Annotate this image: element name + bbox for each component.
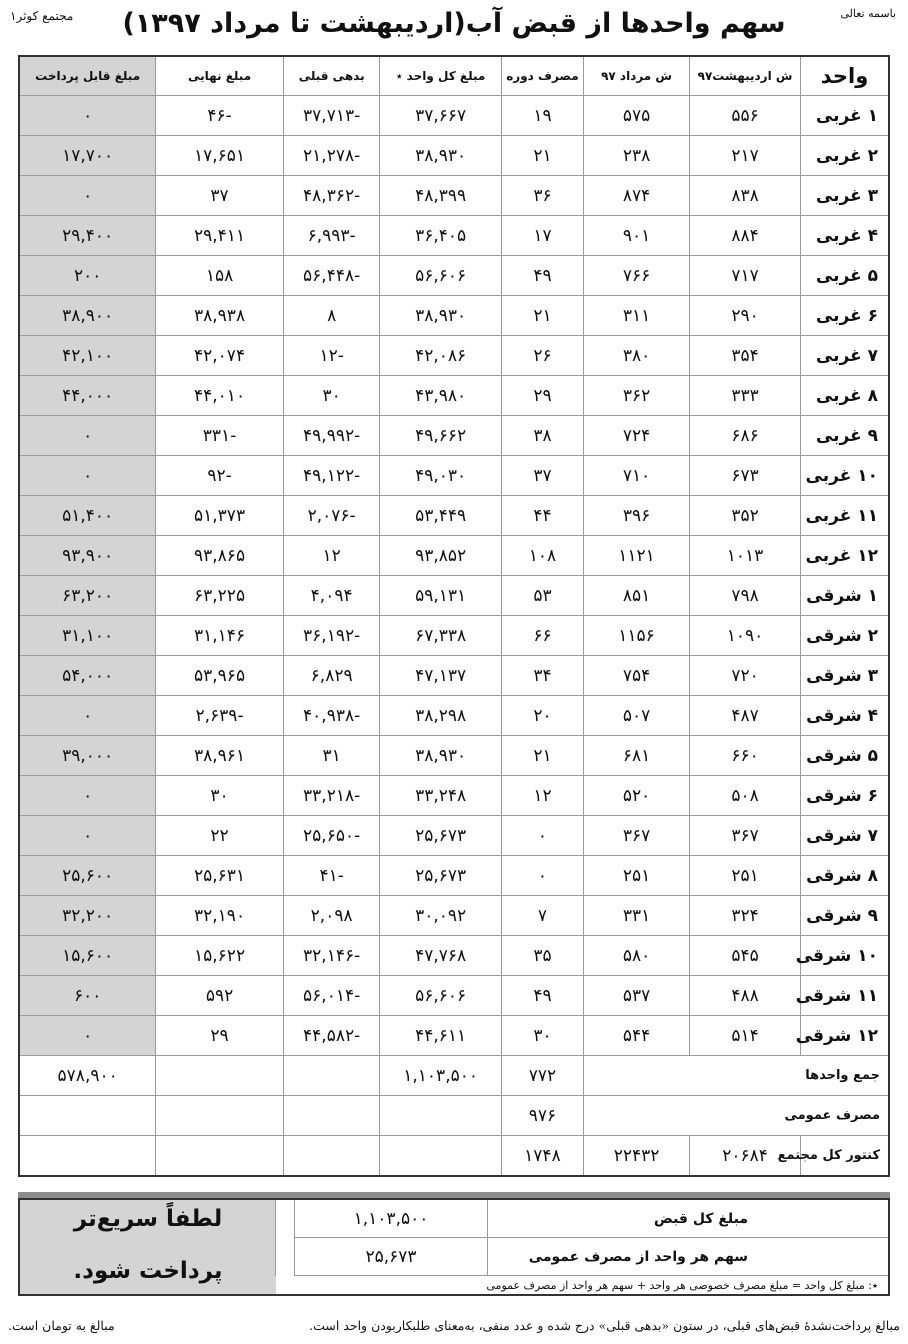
cell-start-reading: ۳۶۷ (690, 816, 801, 856)
cell-previous-debt: -۲۱,۲۷۸ (283, 136, 380, 176)
cell-unit-total: ۵۶,۶۰۶ (380, 256, 501, 296)
cell-start-reading: ۴۸۷ (690, 696, 801, 736)
summary-cell (283, 1056, 380, 1096)
cell-end-reading: ۲۳۸ (584, 136, 690, 176)
table-row (19, 816, 889, 856)
cell-payable: ۰ (19, 96, 156, 136)
cell-unit-total: ۴۴,۶۱۱ (380, 1016, 501, 1056)
cell-start-reading: ۶۸۶ (690, 416, 801, 456)
cell-start-reading: ۶۷۳ (690, 456, 801, 496)
cell-unit-total: ۴۸,۳۹۹ (380, 176, 501, 216)
cell-unit-total: ۴۹,۰۳۰ (380, 456, 501, 496)
cell-final-amount: ۱۵,۶۲۲ (156, 936, 284, 976)
cell-start-reading: ۶۶۰ (690, 736, 801, 776)
cell-previous-debt: ۴,۰۹۴ (283, 576, 380, 616)
cell-consumption: ۷ (501, 896, 583, 936)
table-row (19, 456, 889, 496)
cell-previous-debt: ۱۲ (283, 536, 380, 576)
cell-consumption: ۶۶ (501, 616, 583, 656)
cell-start-reading: ۴۸۸ (690, 976, 801, 1016)
cell-end-reading: ۷۵۴ (584, 656, 690, 696)
table-row (19, 856, 889, 896)
summary-cell: ۷۷۲ (501, 1056, 583, 1096)
cell-previous-debt: -۲,۰۷۶ (283, 496, 380, 536)
cell-final-amount: ۴۴,۰۱۰ (156, 376, 284, 416)
table-row (19, 256, 889, 296)
cell-unit-name: ۹ غربی (801, 416, 889, 456)
cell-previous-debt: -۴۰,۹۳۸ (283, 696, 380, 736)
cell-unit-name: ۱ شرقی (801, 576, 889, 616)
table-row (19, 976, 889, 1016)
summary-cell: ۹۷۶ (501, 1096, 583, 1136)
col-header-start-reading: ش اردیبهشت۹۷ (690, 56, 801, 96)
cell-previous-debt: -۴۸,۳۶۲ (283, 176, 380, 216)
cell-end-reading: ۹۰۱ (584, 216, 690, 256)
cell-payable: ۳۲,۲۰۰ (19, 896, 156, 936)
cell-payable: ۰ (19, 416, 156, 456)
cell-payable: ۰ (19, 696, 156, 736)
summary-cell (156, 1096, 284, 1136)
table-row (19, 336, 889, 376)
cell-previous-debt: -۱۲ (283, 336, 380, 376)
cell-unit-name: ۱۲ غربی (801, 536, 889, 576)
summary-cell: ۲۰۶۸۴ (690, 1136, 801, 1177)
cell-final-amount: ۳۲,۱۹۰ (156, 896, 284, 936)
cell-start-reading: ۲۹۰ (690, 296, 801, 336)
cell-unit-name: ۸ غربی (801, 376, 889, 416)
cell-previous-debt: -۶,۹۹۳ (283, 216, 380, 256)
table-row (19, 416, 889, 456)
col-header-unit: واحد (801, 56, 889, 96)
cell-final-amount: -۲,۶۳۹ (156, 696, 284, 736)
cell-payable: ۰ (19, 776, 156, 816)
cell-previous-debt: -۴۱ (283, 856, 380, 896)
cell-unit-name: ۱۱ شرقی (801, 976, 889, 1016)
cell-end-reading: ۳۸۰ (584, 336, 690, 376)
cell-end-reading: ۵۲۰ (584, 776, 690, 816)
cell-unit-total: ۵۳,۴۴۹ (380, 496, 501, 536)
cell-consumption: ۲۰ (501, 696, 583, 736)
cell-end-reading: ۱۱۵۶ (584, 616, 690, 656)
cell-unit-name: ۱۲ شرقی (801, 1016, 889, 1056)
cell-unit-name: ۴ غربی (801, 216, 889, 256)
summary-cell (156, 1136, 284, 1177)
table-row (19, 96, 889, 136)
cell-previous-debt: -۴۹,۹۹۲ (283, 416, 380, 456)
cell-unit-total: ۴۳,۹۸۰ (380, 376, 501, 416)
cell-final-amount: ۴۲,۰۷۴ (156, 336, 284, 376)
cell-end-reading: ۷۲۴ (584, 416, 690, 456)
cell-payable: ۴۴,۰۰۰ (19, 376, 156, 416)
cell-start-reading: ۲۵۱ (690, 856, 801, 896)
cell-final-amount: -۹۲ (156, 456, 284, 496)
cell-consumption: ۳۶ (501, 176, 583, 216)
invocation-label: باسمه تعالی (840, 7, 896, 20)
table-row (19, 736, 889, 776)
cell-consumption: ۱۰۸ (501, 536, 583, 576)
cell-unit-total: ۳۸,۲۹۸ (380, 696, 501, 736)
cell-previous-debt: ۶,۸۲۹ (283, 656, 380, 696)
cell-consumption: ۲۱ (501, 296, 583, 336)
cell-end-reading: ۵۷۵ (584, 96, 690, 136)
cell-consumption: ۳۸ (501, 416, 583, 456)
cell-unit-name: ۲ شرقی (801, 616, 889, 656)
col-header-unit-total: مبلغ کل واحد ٭ (380, 56, 501, 96)
cell-start-reading: ۳۵۴ (690, 336, 801, 376)
table-row (19, 136, 889, 176)
cell-consumption: ۱۷ (501, 216, 583, 256)
cell-end-reading: ۳۶۲ (584, 376, 690, 416)
cell-end-reading: ۷۱۰ (584, 456, 690, 496)
cell-previous-debt: -۳۶,۱۹۲ (283, 616, 380, 656)
cell-unit-total: ۳۳,۲۴۸ (380, 776, 501, 816)
cell-payable: ۲۰۰ (19, 256, 156, 296)
summary-row-units-total (19, 1056, 889, 1096)
cell-final-amount: ۲۵,۶۳۱ (156, 856, 284, 896)
cell-unit-name: ۸ شرقی (801, 856, 889, 896)
cell-unit-name: ۵ غربی (801, 256, 889, 296)
summary-cell (380, 1136, 501, 1177)
currency-footnote: مبالغ به تومان است. (8, 1318, 115, 1333)
cell-previous-debt: -۵۶,۴۴۸ (283, 256, 380, 296)
table-row (19, 176, 889, 216)
cell-final-amount: ۲۹,۴۱۱ (156, 216, 284, 256)
summary-row-public-use (19, 1096, 889, 1136)
cell-start-reading: ۸۸۴ (690, 216, 801, 256)
cell-final-amount: ۳۰ (156, 776, 284, 816)
cell-previous-debt: -۴۴,۵۸۲ (283, 1016, 380, 1056)
col-header-final-amount: مبلغ نهایی (156, 56, 284, 96)
cell-start-reading: ۱۰۱۳ (690, 536, 801, 576)
summary-cell (283, 1096, 380, 1136)
cell-final-amount: ۵۳,۹۶۵ (156, 656, 284, 696)
cell-final-amount: ۲۲ (156, 816, 284, 856)
cell-consumption: ۳۰ (501, 1016, 583, 1056)
table-row (19, 536, 889, 576)
cell-unit-total: ۵۹,۱۳۱ (380, 576, 501, 616)
cell-unit-total: ۳۷,۶۶۷ (380, 96, 501, 136)
cell-final-amount: ۳۸,۹۶۱ (156, 736, 284, 776)
cell-end-reading: ۵۸۰ (584, 936, 690, 976)
cell-unit-total: ۳۰,۰۹۲ (380, 896, 501, 936)
table-row (19, 216, 889, 256)
cell-unit-total: ۳۸,۹۳۰ (380, 136, 501, 176)
col-header-end-reading: ش مرداد ۹۷ (584, 56, 690, 96)
cell-consumption: ۳۵ (501, 936, 583, 976)
cell-final-amount: ۵۱,۳۷۳ (156, 496, 284, 536)
cell-consumption: ۱۲ (501, 776, 583, 816)
cell-end-reading: ۵۳۷ (584, 976, 690, 1016)
cell-end-reading: ۵۰۷ (584, 696, 690, 736)
cell-previous-debt: -۲۵,۶۵۰ (283, 816, 380, 856)
cell-unit-name: ۱۰ غربی (801, 456, 889, 496)
cell-unit-name: ۱۰ شرقی (801, 936, 889, 976)
col-header-payable: مبلغ قابل پرداخت (19, 56, 156, 96)
table-row (19, 616, 889, 656)
cell-payable: ۶۰۰ (19, 976, 156, 1016)
cell-final-amount: ۱۷,۶۵۱ (156, 136, 284, 176)
water-share-table (18, 55, 890, 1177)
header-row (19, 56, 889, 96)
cell-start-reading: ۳۲۴ (690, 896, 801, 936)
cell-unit-name: ۲ غربی (801, 136, 889, 176)
cell-unit-name: ۳ غربی (801, 176, 889, 216)
cell-start-reading: ۵۵۶ (690, 96, 801, 136)
table-row (19, 376, 889, 416)
bill-summary-box (18, 1198, 890, 1296)
cell-previous-debt: -۳۲,۱۴۶ (283, 936, 380, 976)
cell-unit-total: ۴۷,۷۶۸ (380, 936, 501, 976)
cell-previous-debt: -۳۳,۲۱۸ (283, 776, 380, 816)
payment-reminder-line1: لطفاً سریع‌تر (73, 1206, 223, 1232)
page-title: سهم واحدها از قبض آب(اردیبهشت تا مرداد ۱۳۹۷) (122, 8, 786, 39)
cell-unit-total: ۳۸,۹۳۰ (380, 736, 501, 776)
summary-label: مصرف عمومی (584, 1096, 889, 1136)
table-row (19, 896, 889, 936)
cell-consumption: ۲۱ (501, 736, 583, 776)
cell-unit-name: ۱ غربی (801, 96, 889, 136)
cell-payable: ۴۲,۱۰۰ (19, 336, 156, 376)
table-row (19, 576, 889, 616)
cell-unit-total: ۹۳,۸۵۲ (380, 536, 501, 576)
cell-previous-debt: ۳۰ (283, 376, 380, 416)
cell-final-amount: ۵۹۲ (156, 976, 284, 1016)
cell-final-amount: -۴۶ (156, 96, 284, 136)
cell-end-reading: ۱۱۲۱ (584, 536, 690, 576)
public-share-value: ۲۵,۶۷۳ (294, 1238, 488, 1276)
cell-end-reading: ۵۴۴ (584, 1016, 690, 1056)
cell-unit-total: ۴۹,۶۶۲ (380, 416, 501, 456)
cell-consumption: ۵۳ (501, 576, 583, 616)
cell-unit-name: ۵ شرقی (801, 736, 889, 776)
cell-consumption: ۲۱ (501, 136, 583, 176)
cell-unit-total: ۲۵,۶۷۳ (380, 856, 501, 896)
summary-cell: ۱,۱۰۳,۵۰۰ (380, 1056, 501, 1096)
cell-payable: ۲۵,۶۰۰ (19, 856, 156, 896)
summary-cell (19, 1096, 156, 1136)
cell-unit-total: ۶۷,۳۳۸ (380, 616, 501, 656)
cell-unit-total: ۵۶,۶۰۶ (380, 976, 501, 1016)
cell-payable: ۵۴,۰۰۰ (19, 656, 156, 696)
cell-payable: ۳۱,۱۰۰ (19, 616, 156, 656)
cell-consumption: ۴۹ (501, 976, 583, 1016)
cell-final-amount: ۱۵۸ (156, 256, 284, 296)
cell-end-reading: ۷۶۶ (584, 256, 690, 296)
cell-previous-debt: -۴۹,۱۲۲ (283, 456, 380, 496)
summary-label: کنتور کل مجتمع (801, 1136, 889, 1177)
cell-unit-name: ۷ غربی (801, 336, 889, 376)
cell-payable: ۱۵,۶۰۰ (19, 936, 156, 976)
cell-start-reading: ۷۹۸ (690, 576, 801, 616)
cell-final-amount: ۳۷ (156, 176, 284, 216)
cell-payable: ۲۹,۴۰۰ (19, 216, 156, 256)
summary-cell (380, 1096, 501, 1136)
summary-label: جمع واحدها (584, 1056, 889, 1096)
cell-previous-debt: ۲,۰۹۸ (283, 896, 380, 936)
summary-cell: ۵۷۸,۹۰۰ (19, 1056, 156, 1096)
cell-unit-name: ۷ شرقی (801, 816, 889, 856)
bill-total-label-cell (488, 1200, 888, 1238)
cell-end-reading: ۳۶۷ (584, 816, 690, 856)
cell-unit-total: ۴۷,۱۳۷ (380, 656, 501, 696)
summary-row-main-meter (19, 1136, 889, 1177)
cell-previous-debt: ۳۱ (283, 736, 380, 776)
cell-consumption: ۲۶ (501, 336, 583, 376)
cell-end-reading: ۳۳۱ (584, 896, 690, 936)
cell-previous-debt: ۸ (283, 296, 380, 336)
cell-final-amount: ۲۹ (156, 1016, 284, 1056)
cell-end-reading: ۳۱۱ (584, 296, 690, 336)
cell-unit-total: ۲۵,۶۷۳ (380, 816, 501, 856)
complex-name-label: مجتمع کوثر۱ (10, 9, 74, 23)
payment-reminder-line2: پرداخت شود. (73, 1258, 223, 1284)
cell-payable: ۰ (19, 1016, 156, 1056)
cell-start-reading: ۸۳۸ (690, 176, 801, 216)
cell-end-reading: ۸۵۱ (584, 576, 690, 616)
summary-cell (156, 1056, 284, 1096)
cell-unit-name: ۳ شرقی (801, 656, 889, 696)
table-row (19, 776, 889, 816)
cell-start-reading: ۵۰۸ (690, 776, 801, 816)
cell-payable: ۱۷,۷۰۰ (19, 136, 156, 176)
table-row (19, 496, 889, 536)
debt-footnote: مبالغ پرداخت‌نشدهٔ قبض‌های قبلی، در ستون «بدهی قبلی» درج شده و عدد منفی، به‌معنای طلبکاربودن واحد است. (309, 1318, 900, 1333)
cell-start-reading: ۲۱۷ (690, 136, 801, 176)
cell-unit-total: ۳۸,۹۳۰ (380, 296, 501, 336)
summary-cell (19, 1136, 156, 1177)
cell-unit-name: ۶ شرقی (801, 776, 889, 816)
cell-consumption: ۰ (501, 856, 583, 896)
cell-start-reading: ۷۲۰ (690, 656, 801, 696)
table-row (19, 936, 889, 976)
cell-start-reading: ۳۵۲ (690, 496, 801, 536)
cell-start-reading: ۵۴۵ (690, 936, 801, 976)
summary-cell: ۱۷۴۸ (501, 1136, 583, 1177)
cell-start-reading: ۱۰۹۰ (690, 616, 801, 656)
table-row (19, 656, 889, 696)
cell-payable: ۳۹,۰۰۰ (19, 736, 156, 776)
summary-cell: ۲۲۴۳۲ (584, 1136, 690, 1177)
cell-consumption: ۴۹ (501, 256, 583, 296)
table-row (19, 696, 889, 736)
cell-end-reading: ۲۵۱ (584, 856, 690, 896)
cell-start-reading: ۵۱۴ (690, 1016, 801, 1056)
bill-total-label: مبلغ کل قبض (653, 1210, 748, 1227)
cell-final-amount: -۳۳۱ (156, 416, 284, 456)
cell-unit-name: ۹ شرقی (801, 896, 889, 936)
cell-payable: ۰ (19, 816, 156, 856)
table-row (19, 1016, 889, 1056)
cell-start-reading: ۳۳۳ (690, 376, 801, 416)
cell-payable: ۶۳,۲۰۰ (19, 576, 156, 616)
cell-consumption: ۳۷ (501, 456, 583, 496)
cell-unit-name: ۱۱ غربی (801, 496, 889, 536)
public-share-label-cell (488, 1238, 888, 1276)
cell-payable: ۹۳,۹۰۰ (19, 536, 156, 576)
public-share-label: سهم هر واحد از مصرف عمومی (528, 1248, 748, 1265)
cell-final-amount: ۳۸,۹۳۸ (156, 296, 284, 336)
cell-payable: ۵۱,۴۰۰ (19, 496, 156, 536)
cell-consumption: ۴۴ (501, 496, 583, 536)
cell-unit-total: ۴۲,۰۸۶ (380, 336, 501, 376)
cell-end-reading: ۳۹۶ (584, 496, 690, 536)
bill-total-value: ۱,۱۰۳,۵۰۰ (294, 1200, 488, 1238)
cell-payable: ۳۸,۹۰۰ (19, 296, 156, 336)
cell-unit-name: ۴ شرقی (801, 696, 889, 736)
cell-unit-total: ۳۶,۴۰۵ (380, 216, 501, 256)
col-header-previous-debt: بدهی قبلی (283, 56, 380, 96)
cell-final-amount: ۹۳,۸۶۵ (156, 536, 284, 576)
cell-end-reading: ۸۷۴ (584, 176, 690, 216)
cell-consumption: ۱۹ (501, 96, 583, 136)
cell-start-reading: ۷۱۷ (690, 256, 801, 296)
formula-note: ٭: مبلغ کل واحد = مبلغ مصرف خصوصی هر واحد + سهم هر واحد از مصرف عمومی (486, 1278, 878, 1292)
table-row (19, 296, 889, 336)
col-header-consumption: مصرف دوره (501, 56, 583, 96)
summary-cell (283, 1136, 380, 1177)
cell-payable: ۰ (19, 176, 156, 216)
cell-previous-debt: -۵۶,۰۱۴ (283, 976, 380, 1016)
cell-end-reading: ۶۸۱ (584, 736, 690, 776)
cell-consumption: ۰ (501, 816, 583, 856)
cell-final-amount: ۶۳,۲۲۵ (156, 576, 284, 616)
cell-consumption: ۲۹ (501, 376, 583, 416)
cell-final-amount: ۳۱,۱۴۶ (156, 616, 284, 656)
cell-previous-debt: -۳۷,۷۱۳ (283, 96, 380, 136)
cell-payable: ۰ (19, 456, 156, 496)
cell-unit-name: ۶ غربی (801, 296, 889, 336)
cell-consumption: ۳۴ (501, 656, 583, 696)
